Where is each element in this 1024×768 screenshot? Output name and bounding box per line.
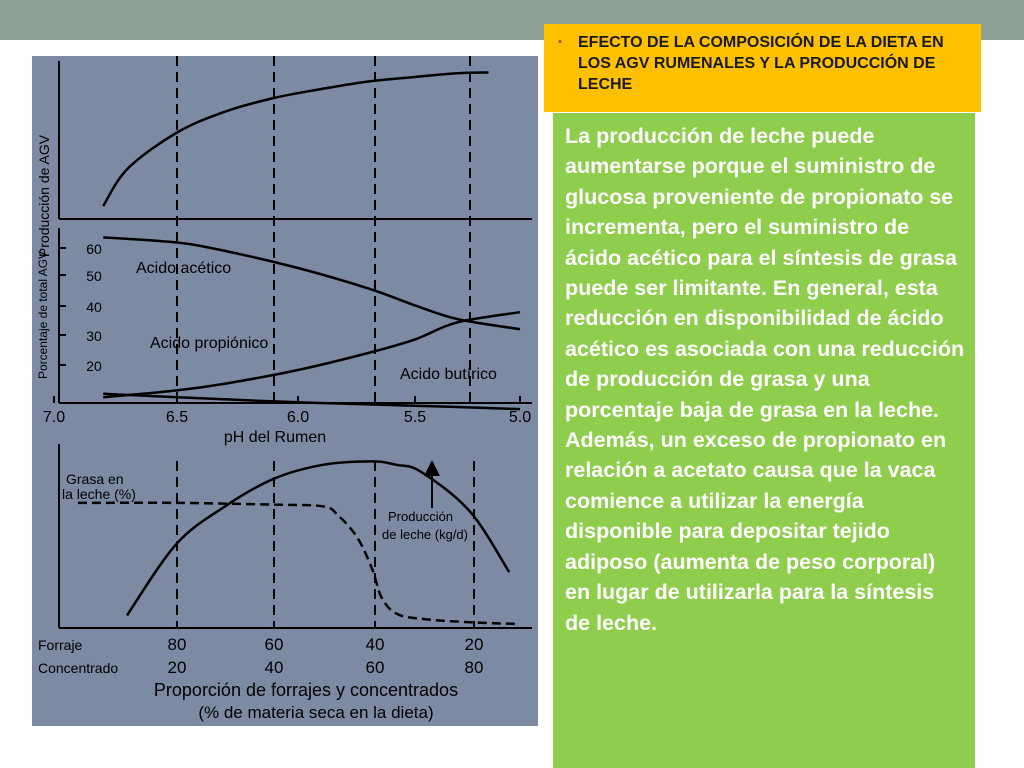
body-paragraph-2: Además, un exceso de propionato en relación a acetato causa que la vaca comience a utilizar la energía disponible para depositar tejido adiposo (aumenta de peso corporal) en lugar de utilizarla para la síntesis de leche.: [565, 428, 947, 635]
series-label-butirico: Acido butírico: [400, 366, 497, 383]
y-tick-label: 30: [86, 328, 102, 344]
y-tick-label: 60: [86, 241, 102, 257]
concentrado-tick: 60: [365, 658, 385, 677]
slide-title-box: [544, 24, 981, 112]
panel3-x-axis-label: Proporción de forrajes y concentrados: [153, 680, 459, 700]
forraje-tick: 60: [264, 635, 284, 654]
y-tick-label: 50: [86, 268, 102, 284]
series-label-produccion-line2: de leche (kg/d): [382, 527, 468, 542]
panel3-x-axis-label-2: (% de materia seca en la dieta): [198, 703, 434, 722]
concentrado-tick: 80: [464, 658, 484, 677]
series-label-acetico: Acido acético: [136, 260, 232, 277]
forraje-label: Forraje: [38, 637, 83, 653]
x-tick-label: 6.0: [286, 409, 310, 426]
chart-background: [32, 56, 538, 726]
panel1-y-axis-label: Producción de AGV: [36, 134, 52, 258]
body-paragraph-1: La producción de leche puede aumentarse porque el suministro de glucosa proveniente de propionato se incrementa, pero el suministro de ácido acético para el síntesis de grasa puede ser limitante. En general, esta reducción en disponibilidad de ácido acético es asociada con una reducción de producción de grasa y una porcentaje baja de grasa en la leche.: [565, 124, 965, 422]
panel2-y-axis-label: Porcentaje de total AGV: [36, 250, 50, 380]
y-tick-label: 20: [86, 358, 102, 374]
x-tick-label: 6.5: [165, 409, 189, 426]
y-tick-label: 40: [86, 299, 102, 315]
panel2-x-axis-label: pH del Rumen: [223, 429, 327, 446]
x-tick-label: 5.0: [508, 409, 532, 426]
concentrado-tick: 40: [264, 658, 284, 677]
series-label-propionico: Acido propiónico: [150, 335, 269, 352]
concentrado-label: Concentrado: [38, 660, 119, 676]
body-text-box: [553, 113, 975, 768]
series-label-grasa-line1: Grasa en: [66, 471, 124, 487]
series-label-produccion-line1: Producción: [388, 509, 454, 524]
x-tick-label: 5.5: [403, 409, 427, 426]
x-tick-label: 7.0: [42, 409, 66, 426]
series-label-grasa-line2: la leche (%): [62, 486, 136, 502]
bullet-dot-icon: •: [558, 36, 562, 48]
chart-panel: [32, 56, 538, 726]
forraje-tick: 20: [464, 635, 484, 654]
concentrado-tick: 20: [167, 658, 187, 677]
forraje-tick: 80: [167, 635, 187, 654]
figure-svg: [32, 56, 538, 726]
slide-title: EFECTO DE LA COMPOSICIÓN DE LA DIETA EN LOS AGV RUMENALES Y LA PRODUCCIÓN DE LECHE: [578, 34, 944, 93]
forraje-tick: 40: [365, 635, 385, 654]
